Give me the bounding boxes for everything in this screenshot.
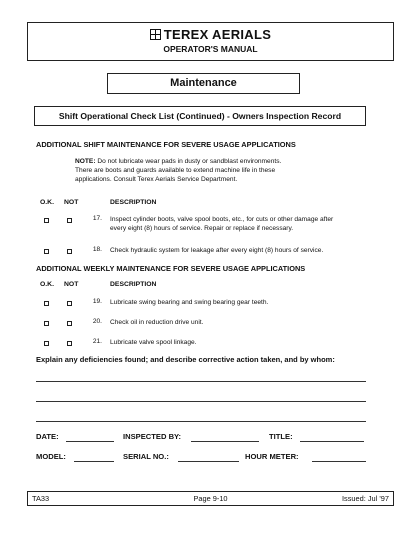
col-desc-header: DESCRIPTION <box>110 281 157 288</box>
ok-checkbox-18[interactable] <box>44 249 49 254</box>
not-checkbox-20[interactable] <box>67 321 72 326</box>
form-title: Shift Operational Check List (Continued) - Owners Inspection Record <box>34 106 366 126</box>
header-box <box>27 22 394 61</box>
item-line: every eight (8) hours of service. Repair or replace if necessary. <box>110 225 294 232</box>
brand-title <box>28 27 393 42</box>
item-number: 20. <box>92 318 102 325</box>
note-line-1: Do not lubricate wear pads in dusty or sandblast environments. <box>97 158 282 165</box>
hour-meter-field[interactable] <box>312 461 366 462</box>
model-field[interactable] <box>74 461 114 462</box>
weekly-heading: ADDITIONAL WEEKLY MAINTENANCE FOR SEVERE USAGE APPLICATIONS <box>36 264 306 273</box>
footer-issued: Issued: Jul '97 <box>341 494 389 503</box>
inspected-by-label: INSPECTED BY: <box>123 432 182 441</box>
note-label: NOTE: <box>75 158 96 165</box>
footer-box <box>27 491 394 506</box>
serial-no-label: SERIAL NO.: <box>123 452 169 461</box>
item-number: 21. <box>92 338 102 345</box>
title-label: TITLE: <box>269 432 293 441</box>
item-number: 18. <box>92 246 102 253</box>
col-not-header: NOT <box>64 199 79 206</box>
not-checkbox-17[interactable] <box>67 218 72 223</box>
ok-checkbox-17[interactable] <box>44 218 49 223</box>
deficiency-line-3[interactable] <box>36 421 366 422</box>
footer-page: Page 9-10 <box>193 494 228 503</box>
item-line: Inspect cylinder boots, valve spool boots, etc., for cuts or other damage after <box>110 216 334 223</box>
item-description-20: Check oil in reduction drive unit. <box>110 319 204 326</box>
item-number: 19. <box>92 298 102 305</box>
footer-code: TA33 <box>32 494 50 503</box>
col-desc-header: DESCRIPTION <box>110 199 157 206</box>
col-not-header: NOT <box>64 281 79 288</box>
serial-no-field[interactable] <box>178 461 239 462</box>
ok-checkbox-21[interactable] <box>44 341 49 346</box>
deficiency-line-1[interactable] <box>36 381 366 382</box>
item-description-19: Lubricate swing bearing and swing bearing gear teeth. <box>110 299 269 306</box>
date-field[interactable] <box>66 441 114 442</box>
ok-checkbox-20[interactable] <box>44 321 49 326</box>
item-description-21: Lubricate valve spool linkage. <box>110 339 197 346</box>
note-block <box>75 157 375 184</box>
inspected-by-field[interactable] <box>191 441 259 442</box>
not-checkbox-19[interactable] <box>67 301 72 306</box>
title-field[interactable] <box>300 441 364 442</box>
hour-meter-label: HOUR METER: <box>245 452 299 461</box>
item-number: 17. <box>92 215 102 222</box>
not-checkbox-18[interactable] <box>67 249 72 254</box>
section-title: Maintenance <box>107 73 300 94</box>
deficiencies-prompt: Explain any deficiencies found; and describe corrective action taken, and by whom: <box>36 355 335 364</box>
not-checkbox-21[interactable] <box>67 341 72 346</box>
manual-subtitle: OPERATOR'S MANUAL <box>163 44 258 54</box>
col-ok-header: O.K. <box>40 281 54 288</box>
item-description-17 <box>110 215 400 233</box>
terex-logo-icon <box>150 29 161 40</box>
deficiency-line-2[interactable] <box>36 401 366 402</box>
ok-checkbox-19[interactable] <box>44 301 49 306</box>
date-label: DATE: <box>36 432 59 441</box>
col-ok-header: O.K. <box>40 199 54 206</box>
item-description-18: Check hydraulic system for leakage after every eight (8) hours of service. <box>110 247 324 254</box>
note-line-3: applications. Consult Terex Aerials Service Department. <box>75 176 238 183</box>
model-label: MODEL: <box>36 452 66 461</box>
shift-heading: ADDITIONAL SHIFT MAINTENANCE FOR SEVERE USAGE APPLICATIONS <box>36 140 296 149</box>
note-line-2: There are boots and guards available to extend machine life in these <box>75 167 276 174</box>
brand-name: TEREX AERIALS <box>163 27 272 42</box>
